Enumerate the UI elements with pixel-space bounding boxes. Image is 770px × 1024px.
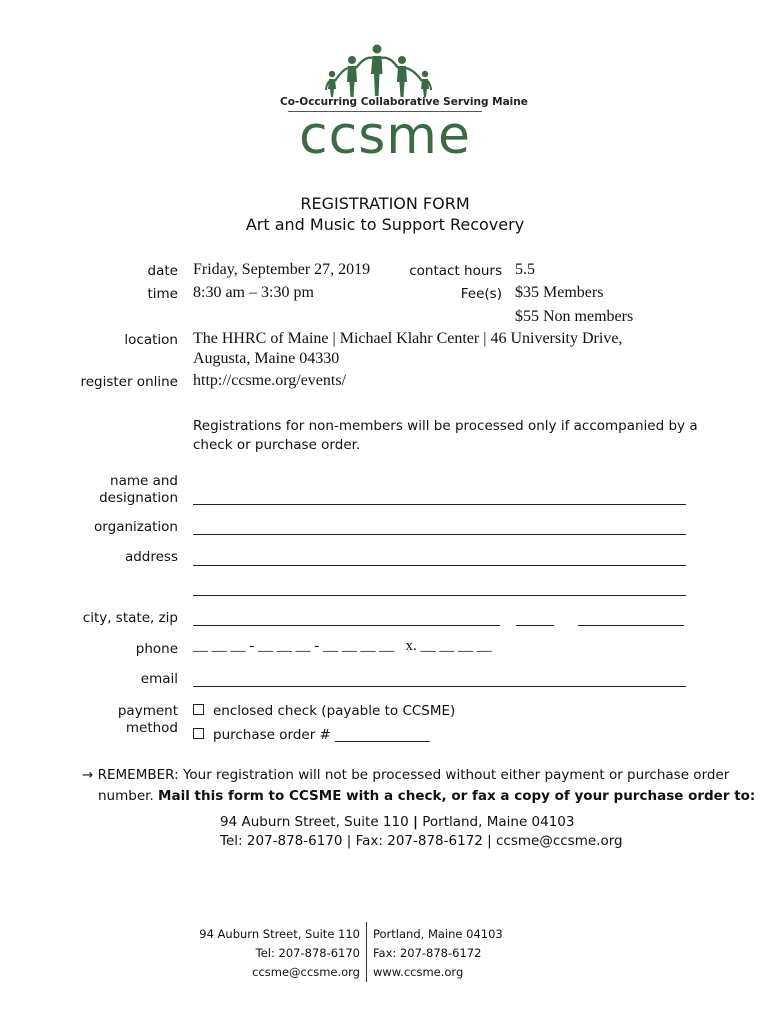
time-label: time xyxy=(147,286,178,302)
arrow-right-icon: → xyxy=(82,767,94,783)
footer-fax: Fax: 207-878-6172 xyxy=(373,946,482,960)
city-field[interactable] xyxy=(193,625,500,626)
payment-label-1: payment xyxy=(117,703,178,719)
fee-non-members: $55 Non members xyxy=(515,308,634,325)
footer-email: ccsme@ccsme.org xyxy=(252,965,360,979)
name-field[interactable] xyxy=(193,504,686,505)
footer-tel: Tel: 207-878-6170 xyxy=(255,946,360,960)
reminder-line-2 xyxy=(98,788,755,804)
reminder-address-separator: | xyxy=(412,814,418,830)
payment-label-2: method xyxy=(125,720,178,736)
date-value: Friday, September 27, 2019 xyxy=(193,261,371,278)
payment-option-check[interactable] xyxy=(193,703,455,719)
check-checkbox[interactable] xyxy=(193,704,204,715)
reminder-address-city: Portland, Maine 04103 xyxy=(422,814,575,830)
zip-field[interactable] xyxy=(578,625,684,626)
city-state-zip-label: city, state, zip xyxy=(82,610,178,626)
contact-hours-value: 5.5 xyxy=(515,261,535,278)
time-value: 8:30 am – 3:30 pm xyxy=(193,284,314,301)
logo xyxy=(280,40,528,166)
register-online-label: register online xyxy=(80,374,178,390)
form-title: REGISTRATION FORM xyxy=(300,194,470,213)
location-label: location xyxy=(124,332,178,348)
org-tagline: Co-Occurring Collaborative Serving Maine xyxy=(280,96,528,108)
phone-label: phone xyxy=(135,641,178,657)
organization-label: organization xyxy=(94,519,178,535)
family-figures-icon xyxy=(280,40,490,98)
footer-divider xyxy=(366,922,367,982)
organization-field[interactable] xyxy=(193,534,686,535)
check-option-label: enclosed check (payable to CCSME) xyxy=(213,703,456,719)
footer-right xyxy=(373,925,503,982)
phone-field[interactable]: __ __ __ - __ __ __ - __ __ __ __ x. __ __ __ __ xyxy=(193,638,492,654)
address-field-2[interactable] xyxy=(193,595,686,596)
org-wordmark: ccsme xyxy=(299,106,471,166)
footer-website[interactable]: www.ccsme.org xyxy=(373,965,464,979)
notice-line-2: check or purchase order. xyxy=(193,437,361,453)
fees-label: Fee(s) xyxy=(460,286,502,302)
form-subtitle: Art and Music to Support Recovery xyxy=(245,215,525,234)
footer-street: 94 Auburn Street, Suite 110 xyxy=(199,927,360,941)
location-line-1: The HHRC of Maine | Michael Klahr Center | 46 University Drive, xyxy=(193,330,623,347)
reminder-address xyxy=(220,814,574,830)
contact-hours-label: contact hours xyxy=(409,263,502,279)
reminder-address-street: 94 Auburn Street, Suite 110 xyxy=(220,814,409,830)
address-field-1[interactable] xyxy=(193,565,686,566)
reminder-line-1 xyxy=(82,767,729,783)
email-label: email xyxy=(140,671,178,687)
location-line-2: Augusta, Maine 04330 xyxy=(193,350,340,367)
name-label-2: designation xyxy=(99,490,178,506)
register-online-link[interactable]: http://ccsme.org/events/ xyxy=(193,372,347,389)
notice-line-1: Registrations for non-members will be processed only if accompanied by a xyxy=(193,418,698,434)
po-option-label: purchase order # ______________ xyxy=(213,727,430,743)
reminder-text-2-plain: number. xyxy=(98,788,159,804)
payment-option-po[interactable] xyxy=(193,727,430,743)
po-checkbox[interactable] xyxy=(193,728,204,739)
footer-city: Portland, Maine 04103 xyxy=(373,927,503,941)
reminder-text-2-bold: Mail this form to CCSME with a check, or fax a copy of your purchase order to: xyxy=(158,788,756,804)
date-label: date xyxy=(147,263,178,279)
fee-members: $35 Members xyxy=(515,284,604,301)
address-label: address xyxy=(124,549,178,565)
footer-left xyxy=(199,925,360,982)
name-label-1: name and xyxy=(110,473,178,489)
email-field[interactable] xyxy=(193,686,686,687)
reminder-contact: Tel: 207-878-6170 | Fax: 207-878-6172 | ccsme@ccsme.org xyxy=(220,833,623,849)
state-field[interactable] xyxy=(516,625,554,626)
reminder-text-1: REMEMBER: Your registration will not be processed without either payment or purchase order xyxy=(97,767,730,783)
